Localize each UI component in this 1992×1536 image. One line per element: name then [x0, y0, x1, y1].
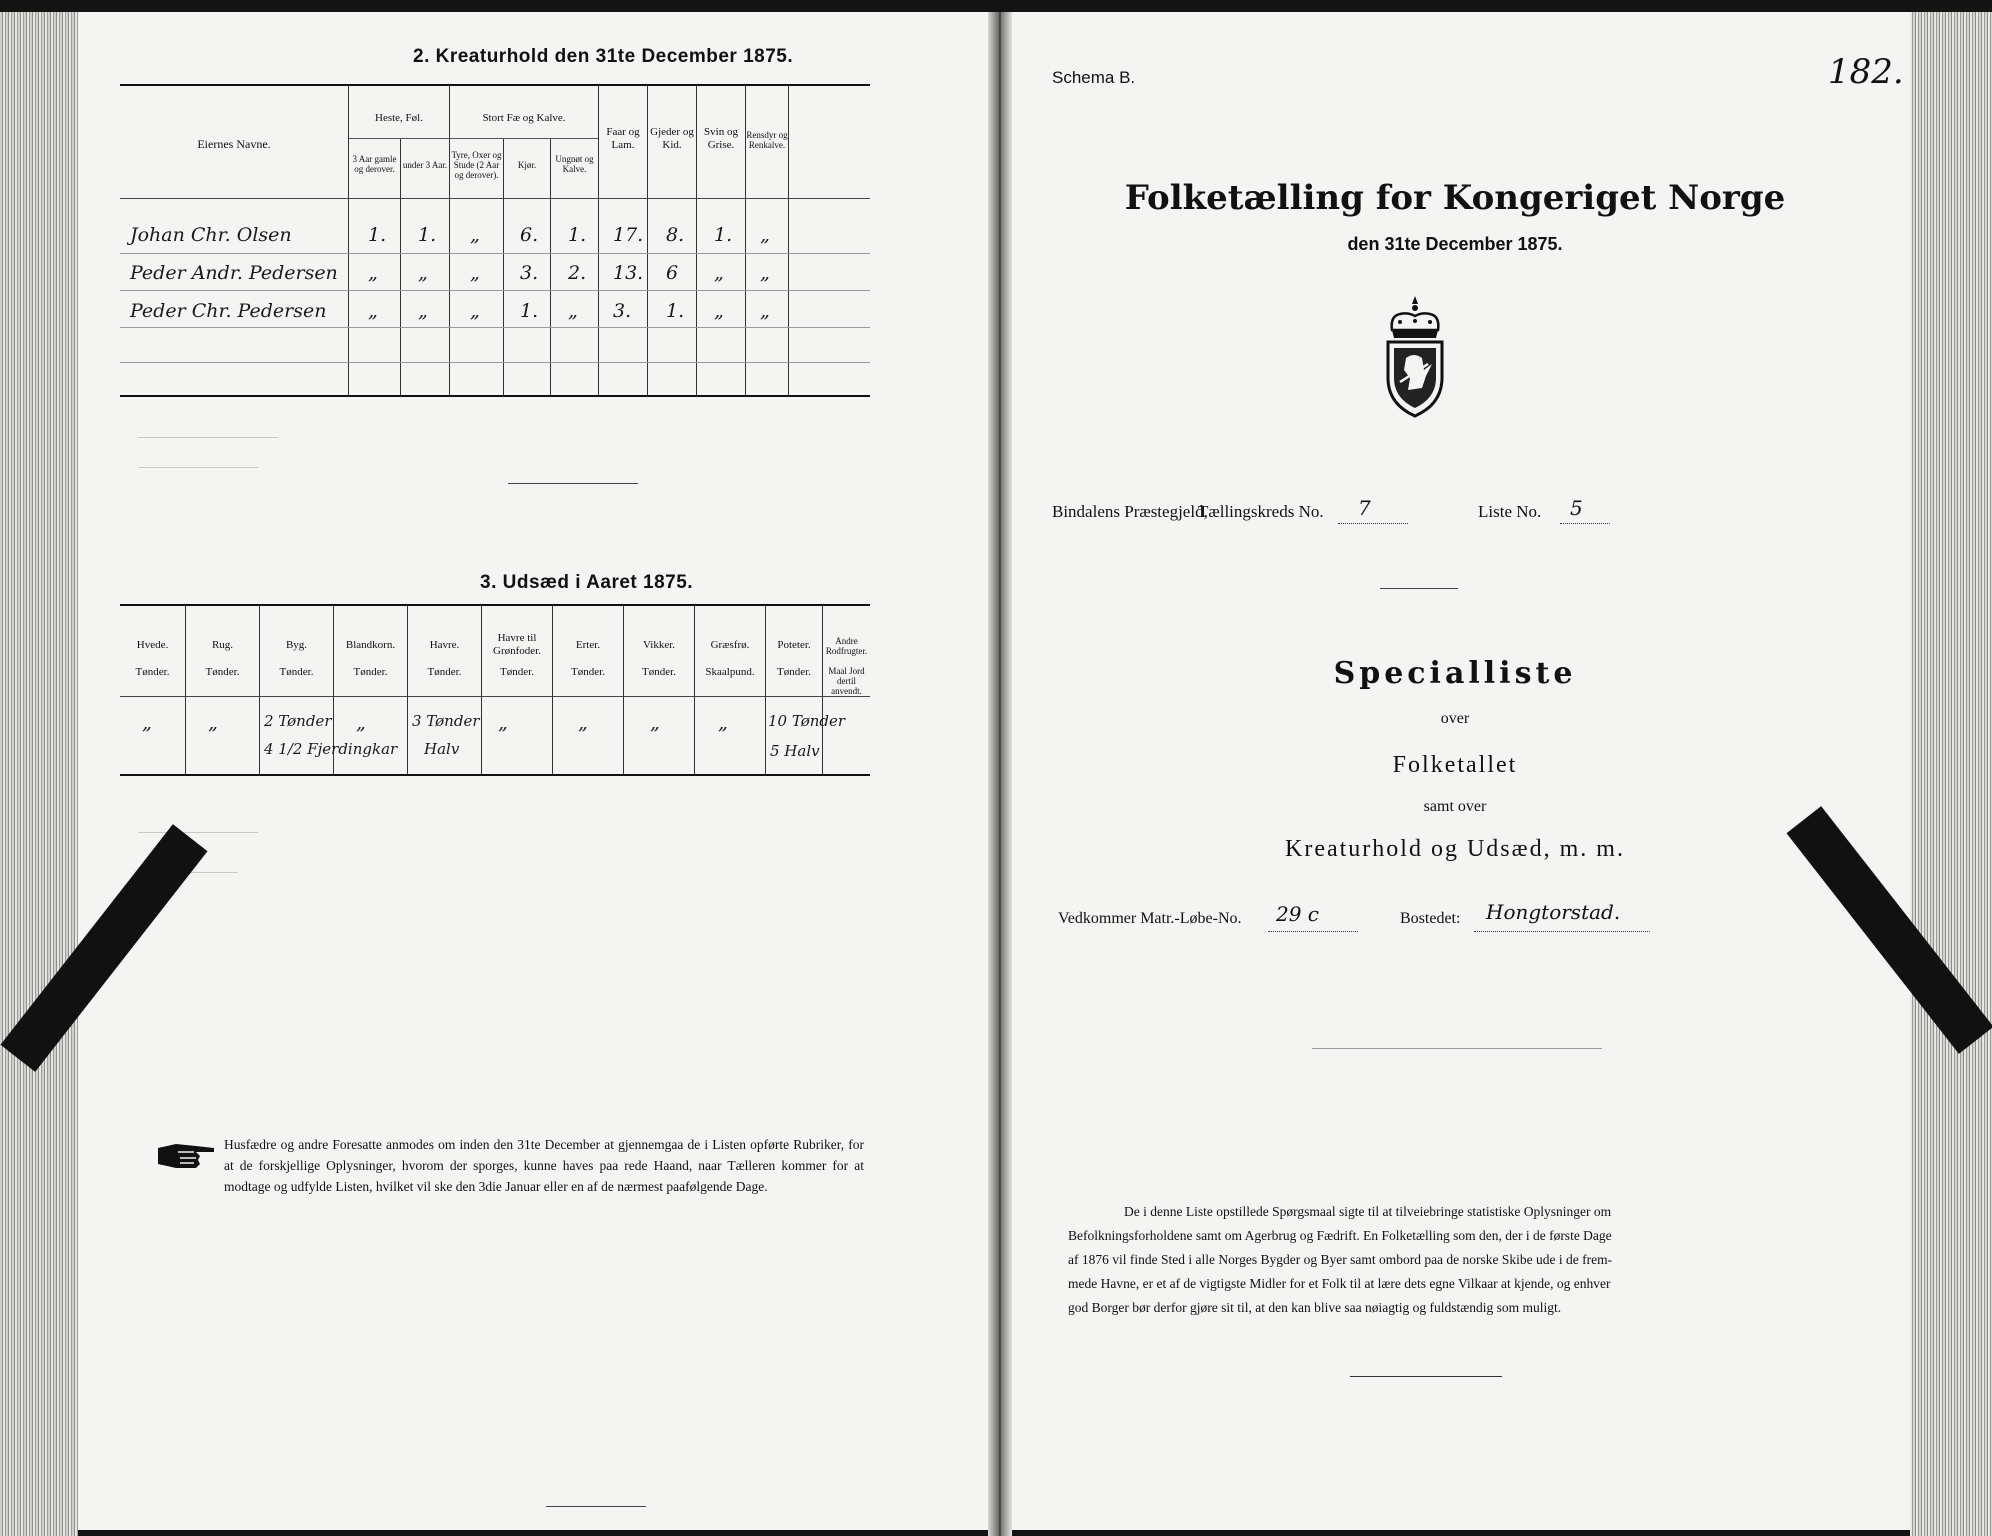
value-gjeder: 8.: [666, 224, 685, 246]
value-tyre: „: [470, 262, 480, 284]
left-page: [78, 12, 1000, 1530]
value-gjeder: 1.: [666, 300, 685, 322]
seed-byg-line2: 4 1/2 Fjerdingkar: [264, 740, 398, 758]
unit-vikker: Tønder.: [642, 666, 676, 678]
main-title: Folketælling for Kongeriget Norge: [1124, 178, 1786, 218]
unit-graesfro: Skaalpund.: [705, 666, 755, 678]
unit-blandkorn: Tønder.: [353, 666, 388, 678]
header-poteter: Poteter.: [777, 639, 811, 651]
value-svin: „: [714, 300, 724, 322]
schema-label: Schema B.: [1052, 68, 1136, 87]
header-vikker: Vikker.: [642, 639, 676, 651]
value-kjor: 1.: [520, 300, 539, 322]
value-ungnot: 2.: [568, 262, 587, 284]
footer-line: Befolkningsforholdene samt om Agerbrug og Fædrift. En Folketælling som den, der i de første Dage: [1068, 1228, 1612, 1243]
seed-erter: „: [578, 712, 588, 734]
header-svin: Svin og Grise.: [704, 126, 738, 151]
seed-vikker: „: [650, 712, 660, 734]
header-havre-gronfoder: Havre til Grønfoder.: [493, 632, 541, 657]
value-tyre: „: [470, 224, 480, 246]
value-heste-b: 1.: [418, 224, 437, 246]
seed-rug: „: [208, 712, 218, 734]
value-heste-b: „: [418, 262, 428, 284]
seed-poteter: 10 Tønder: [768, 712, 846, 730]
unit-hvede: Tønder.: [135, 666, 170, 678]
seed-blandkorn: „: [356, 712, 366, 734]
kreaturhold-label: Kreaturhold og Udsæd, m. m.: [1285, 836, 1625, 862]
district-label: Tællingskreds No.: [1198, 502, 1324, 521]
value-ungnot: „: [568, 300, 578, 322]
matr-value: 29 c: [1276, 902, 1320, 926]
footer-paragraph: [1068, 1200, 1848, 1320]
right-page: [1000, 12, 1910, 1530]
header-stort-a: Tyre, Oxer og Stude (2 Aar og derover).: [451, 150, 502, 180]
seed-havre-gronfoder: „: [498, 712, 508, 734]
unit-andre-rodfrugter: Maal Jord dertil anvendt.: [828, 666, 865, 696]
specialliste-title: Specialliste: [1333, 656, 1577, 691]
header-rug: Rug.: [211, 639, 234, 651]
owner-name: Johan Chr. Olsen: [130, 224, 292, 246]
value-svin: 1.: [714, 224, 733, 246]
seed-byg: 2 Tønder: [264, 712, 332, 730]
header-byg: Byg.: [285, 639, 308, 651]
unit-poteter: Tønder.: [777, 666, 811, 678]
header-faar: Faar og Lam.: [606, 126, 640, 151]
owner-name: Peder Chr. Pedersen: [130, 300, 327, 322]
bosted-value: Hongtorstad.: [1486, 900, 1621, 924]
value-kjor: 6.: [520, 224, 539, 246]
footer-line: god Borger bør derfor gjøre sit til, at den kan blive saa nøiagtig og fuldstændig som muligt.: [1068, 1300, 1562, 1315]
value-heste-a: „: [368, 300, 378, 322]
value-faar: 13.: [613, 262, 644, 284]
pointing-hand-icon: [156, 1138, 218, 1172]
footer-line: mede Havne, er et af de vigtigste Midler for et Folk til at lære dets egne Vilkaar at kjende, og enhver: [1068, 1276, 1611, 1291]
seed-havre: 3 Tønder: [412, 712, 480, 730]
value-rensdyr: „: [760, 262, 770, 284]
header-gjeder: Gjeder og Kid.: [650, 126, 694, 151]
unit-byg: Tønder.: [279, 666, 314, 678]
over-label: over: [1440, 710, 1470, 727]
parish-label: Bindalens Præstegjeld,: [1052, 502, 1208, 521]
main-subtitle: den 31te December 1875.: [1347, 234, 1563, 254]
coat-of-arms-icon: [1378, 294, 1452, 418]
header-blandkorn: Blandkorn.: [345, 639, 396, 651]
header-heste-a: 3 Aar gamle og derover.: [352, 154, 397, 174]
header-havre: Havre.: [429, 639, 460, 651]
footer-line: De i denne Liste opstillede Spørgsmaal sigte til at tilveiebringe statistiske Oplysninger om: [1124, 1204, 1612, 1219]
right-page-edges: [1910, 12, 1992, 1536]
header-erter: Erter.: [575, 639, 601, 651]
unit-rug: Tønder.: [205, 666, 240, 678]
seed-hvede: „: [142, 712, 152, 734]
seed-poteter-line2: 5 Halv: [770, 742, 820, 760]
page-number: 182.: [1828, 52, 1904, 92]
book-gutter: [988, 12, 1012, 1536]
list-value: 5: [1570, 496, 1583, 520]
folketallet-label: Folketallet: [1392, 752, 1518, 778]
section2-title: 2. Kreaturhold den 31te December 1875.: [413, 46, 794, 67]
footer-line: af 1876 vil finde Sted i alle Norges Bygder og Byer samt ombord paa de norske Skibe ude i de frem-: [1068, 1252, 1613, 1267]
header-owner: Eiernes Navne.: [197, 137, 271, 151]
unit-havre-gronfoder: Tønder.: [500, 666, 534, 678]
value-kjor: 3.: [520, 262, 539, 284]
matr-label: Vedkommer Matr.-Løbe-No.: [1058, 910, 1242, 927]
value-faar: 17.: [613, 224, 644, 246]
seed-graesfro: „: [718, 712, 728, 734]
header-hvede: Hvede.: [136, 639, 169, 651]
header-rensdyr: Rensdyr og Renkalve.: [746, 130, 788, 150]
header-stort-c: Ungnøt og Kalve.: [555, 154, 594, 174]
unit-havre: Tønder.: [427, 666, 462, 678]
owner-name: Peder Andr. Pedersen: [130, 262, 338, 284]
value-svin: „: [714, 262, 724, 284]
header-stort: Stort Fæ og Kalve.: [482, 112, 566, 124]
section3-title: 3. Udsæd i Aaret 1875.: [480, 572, 694, 593]
bosted-label: Bostedet:: [1400, 910, 1461, 927]
left-page-edges: [0, 12, 78, 1536]
value-rensdyr: „: [760, 300, 770, 322]
header-heste: Heste, Føl.: [375, 112, 423, 124]
header-graesfro: Græsfrø.: [710, 639, 750, 651]
unit-erter: Tønder.: [571, 666, 605, 678]
samt-over-label: samt over: [1423, 798, 1487, 815]
value-heste-a: 1.: [368, 224, 387, 246]
header-heste-b: under 3 Aar.: [402, 160, 448, 170]
header-andre-rodfrugter: Andre Rodfrugter.: [825, 636, 868, 656]
seed-havre-line2: Halv: [424, 740, 460, 758]
notice-text: Husfædre og andre Foresatte anmodes om inden den 31te December at gjennemgaa de i Listen opførte Rubriker, for at de forskjellige Oplysninger, hvorom der sporges, kunne haves paa rede Haand, naar Tælleren kommer for at modtage og udfylde Listen, hvilket vil ske den 3die Januar eller en af de nærmest paafølgende Dage.: [224, 1137, 864, 1194]
value-gjeder: 6: [666, 262, 679, 284]
value-heste-b: „: [418, 300, 428, 322]
district-value: 7: [1358, 496, 1371, 520]
value-faar: 3.: [613, 300, 632, 322]
list-label: Liste No.: [1478, 502, 1542, 521]
value-heste-a: „: [368, 262, 378, 284]
value-tyre: „: [470, 300, 480, 322]
value-rensdyr: „: [760, 224, 770, 246]
value-ungnot: 1.: [568, 224, 587, 246]
header-stort-b: Kjør.: [517, 160, 537, 170]
